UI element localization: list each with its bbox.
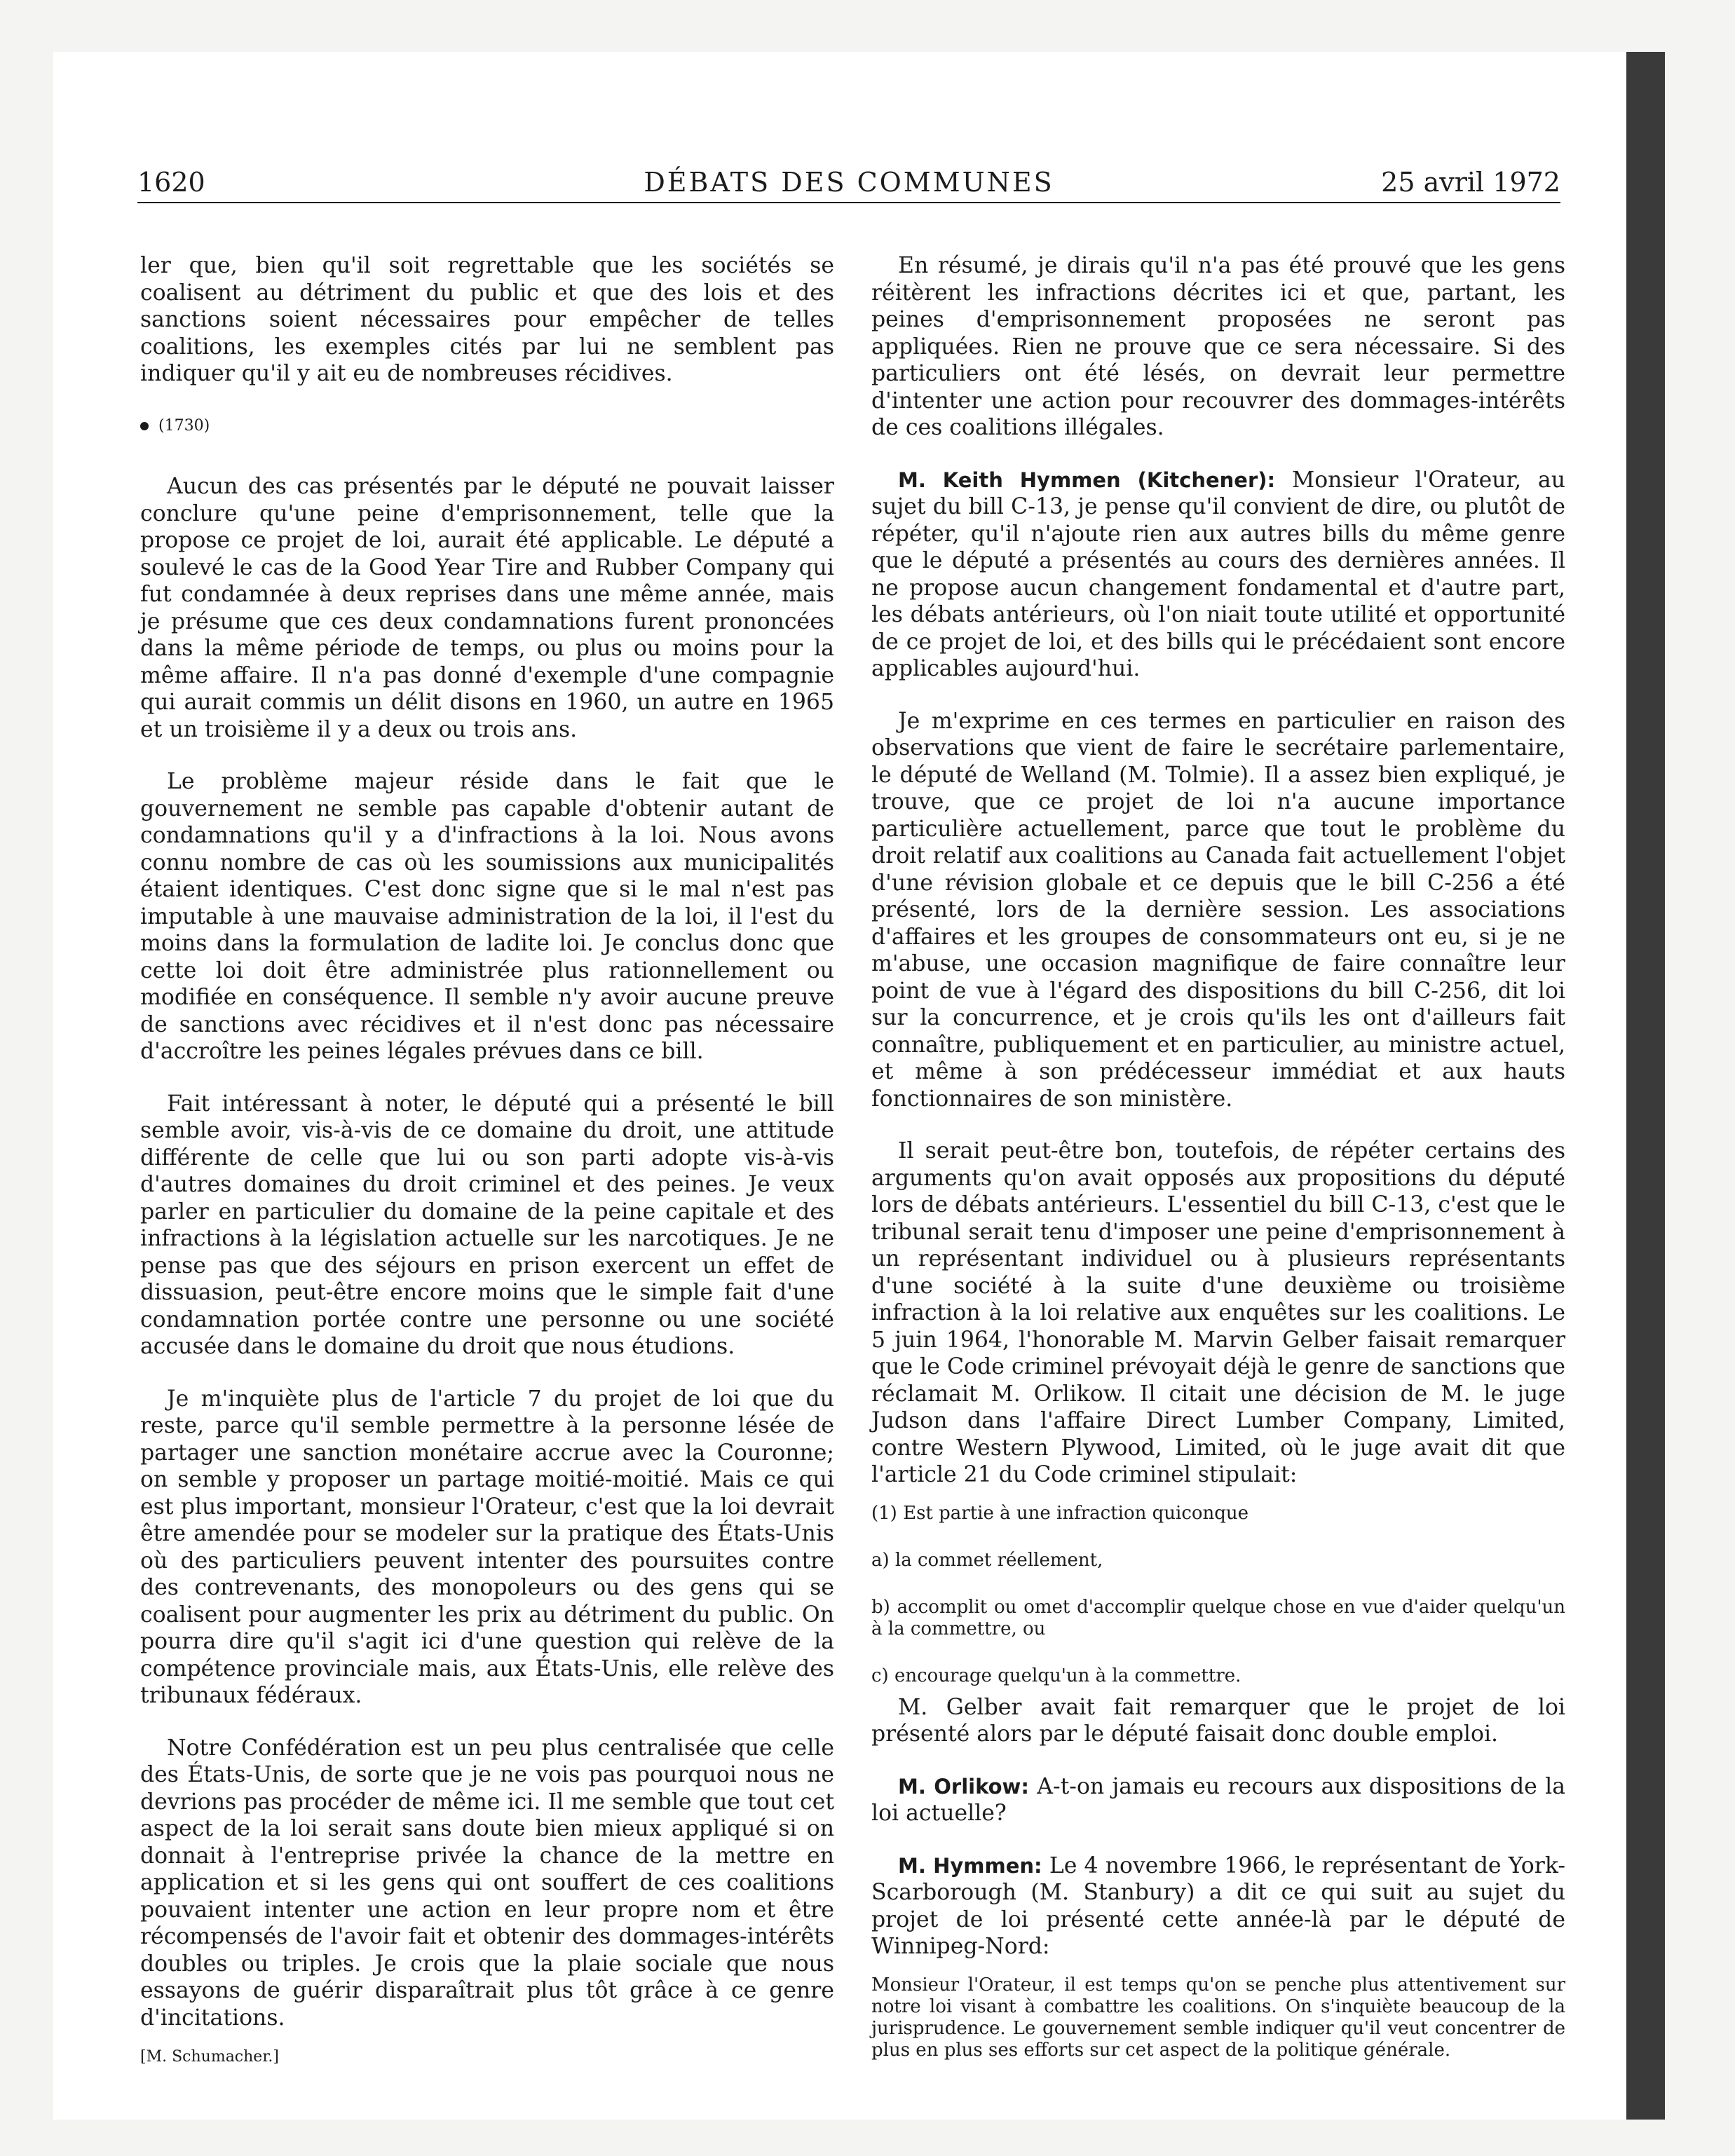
quotation-line: a) la commet réellement, — [871, 1549, 1103, 1571]
time-marker-text: (1730) — [158, 416, 210, 435]
issue-date: 25 avril 1972 — [1381, 167, 1560, 198]
speech-paragraph — [871, 1773, 1565, 1827]
speaker-tag: [M. Schumacher.] — [140, 2048, 279, 2066]
page-header — [137, 161, 1560, 203]
page-number: 1620 — [137, 167, 205, 198]
paragraph: Il serait peut-être bon, toutefois, de répéter certains des arguments qu'on avait opposés aux propositions du député lors de débats antérieurs. L'essentiel du bill C-13, c'est que le tribunal serait tenu d'imposer une peine d'emprisonnement à un représentant individuel ou à plusieurs représentants d'une société à la suite d'une deuxième ou troisième infraction à la loi relative aux enquêtes sur les coalitions. Le 5 juin 1964, l'honorable M. Marvin Gelber faisait remarquer que le Code criminel prévoyait déjà le genre de sanctions que réclamait M. Orlikow. Il citait une décision de M. le juge Judson dans l'affaire Direct Lumber Company, Limited, contre Western Plywood, Limited, où le juge avait dit que l'article 21 du Code criminel stipulait: — [871, 1138, 1565, 1487]
quotation-line: b) accomplit ou omet d'accomplir quelque chose en vue d'aider quelqu'un à la commettre, ou — [871, 1596, 1565, 1639]
paragraph: Je m'inquiète plus de l'article 7 du projet de loi que du reste, parce qu'il semble permettre à la personne lésée de partager une sanction monétaire accrue avec la Couronne; on semble y proposer un partage moitié-moitié. Mais ce qui est plus important, monsieur l'Orateur, c'est que la loi devrait être amendée pour se modeler sur la pratique des États-Unis où des particuliers peuvent intenter des poursuites contre des contrevenants, des monopoleurs ou des gens qui se coalisent pour augmenter les prix au détriment du public. On pourra dire qu'il s'agit ici d'une question qui relève de la compétence provinciale mais, aux États-Unis, elle relève des tribunaux fédéraux. — [140, 1386, 834, 1708]
paragraph: En résumé, je dirais qu'il n'a pas été prouvé que les gens réitèrent les infractions décrites ici et que, partant, les peines d'emprisonnement proposées ne seront pas appliquées. Rien ne prouve que ce sera nécessaire. Si des particuliers ont été lésés, on devrait leur permettre d'intenter une action pour recouvrer des dommages-intérêts de ces coalitions illégales. — [871, 253, 1565, 440]
quotation-line: (1) Est partie à une infraction quiconque — [871, 1502, 1249, 1524]
paragraph: Notre Confédération est un peu plus centralisée que celle des États-Unis, de sorte que je ne vois pas pourquoi nous ne devrions pas procéder de même ici. Il me semble que tout cet aspect de la loi serait sans doute bien mieux appliqué si on donnait à l'entreprise privée la chance de la mettre en application et si les gens qui ont souffert de ces coalitions pouvaient intenter une action en leur propre nom et être récompensés de l'avoir fait et obtenir des dommages-intérêts doubles ou triples. Je crois que la plaie sociale que nous essayons de guérir disparaîtrait plus tôt grâce à ce genre d'incitations. — [140, 1735, 834, 2031]
left-column — [140, 252, 834, 2071]
paragraph: Je m'exprime en ces termes en particulier en raison des observations que vient de faire le secrétaire parlementaire, le député de Welland (M. Tolmie). Il a assez bien expliqué, je trouve, que ce projet de loi n'a aucune importance particulière actuellement, parce que tout le problème du droit relatif aux coalitions au Canada fait actuellement l'objet d'une révision globale et ce depuis que le bill C-256 a été présenté, lors de la dernière session. Les associations d'affaires et les groupes de consommateurs ont eu, si je ne m'abuse, une occasion magnifique de faire connaître leur point de vue à l'égard des dispositions du bill C-256, dit loi sur la concurrence, et je crois qu'ils les ont d'ailleurs fait connaître, publiquement et en particulier, au ministre actuel, et même à son prédécesseur immédiat et aux hauts fonctionnaires de son ministère. — [871, 708, 1565, 1112]
speech-paragraph — [871, 1853, 1565, 1960]
right-column — [871, 252, 1565, 2087]
paragraph: ler que, bien qu'il soit regrettable que les sociétés se coalisent au détriment du public et que des lois et des sanctions soient nécessaires pour empêcher de telles coalitions, les exemples cités par lui ne semblent pas indiquer qu'il y ait eu de nombreuses récidives. — [140, 253, 834, 386]
page-edge-shadow — [1626, 52, 1665, 2120]
speech-text: A-t-on jamais eu recours aux dispositions de la loi actuelle? — [871, 1773, 1565, 1826]
publication-title: DÉBATS DES COMMUNES — [644, 167, 1054, 198]
speech-text: Le 4 novembre 1966, le représentant de York-Scarborough (M. Stanbury) a dit ce qui suit au sujet du projet de loi présenté cette année-là par le député de Winnipeg-Nord: — [871, 1853, 1565, 1959]
paragraph: M. Gelber avait fait remarquer que le projet de loi présenté alors par le député faisait donc double emploi. — [871, 1694, 1565, 1747]
quotation-block: Monsieur l'Orateur, il est temps qu'on se penche plus attentivement sur notre loi visant à combattre les coalitions. On s'inquiète beaucoup de la jurisprudence. Le gouvernement semble indiquer qu'il veut concentrer de plus en plus ses efforts sur cet aspect de la politique générale. — [871, 1974, 1565, 2061]
speaker-name: M. Orlikow: — [898, 1774, 1029, 1799]
paragraph: Le problème majeur réside dans le fait que le gouvernement ne semble pas capable d'obtenir autant de condamnations qu'il y a d'infractions à la loi. Nous avons connu nombre de cas où les soumissions aux municipalités étaient identiques. C'est donc signe que si le mal n'est pas imputable à une mauvaise administration de la loi, il l'est du moins dans la formulation de ladite loi. Je conclus donc que cette loi doit être administrée plus rationnellement ou modifiée en conséquence. Il semble n'y avoir aucune preuve de sanctions avec récidives et il n'est donc pas nécessaire d'accroître les peines légales prévues dans ce bill. — [140, 769, 834, 1064]
paragraph: Fait intéressant à noter, le député qui a présenté le bill semble avoir, vis-à-vis de ce domaine du droit, une attitude différente de celle que lui ou son parti adopte vis-à-vis d'autres domaines du droit criminel et des peines. Je veux parler en particulier du domaine de la peine capitale et des infractions à la législation actuelle sur les narcotiques. Je ne pense pas que des séjours en prison exercent un effet de dissuasion, peut-être encore moins que le simple fait d'une condamnation portée contre une personne ou une société accusée dans le domaine du droit que nous étudions. — [140, 1091, 834, 1359]
time-marker — [140, 413, 834, 440]
paragraph: Aucun des cas présentés par le député ne pouvait laisser conclure qu'une peine d'emprisonnement, telle que la propose ce projet de loi, aurait été applicable. Le député a soulevé le cas de la Good Year Tire and Rubber Company qui fut condamnée à deux reprises dans une même année, mais je présume que ces deux condamnations furent prononcées dans la même période de temps, ou plus ou moins pour la même affaire. Il n'a pas donné d'exemple d'une compagnie qui aurait commis un délit disons en 1960, un autre en 1965 et un troisième il y a deux ou trois ans. — [140, 474, 834, 742]
bullet-icon — [140, 422, 149, 430]
speech-text: Monsieur l'Orateur, au sujet du bill C-13, je pense qu'il convient de dire, ou plutôt de répéter, qu'il n'ajoute rien aux autres bills du même genre que le député a présentés au cours des dernières années. Il ne propose aucun changement fondamental et d'autre part, les débats antérieurs, où l'on niait toute utilité et opportunité de ce projet de loi, et des bills qui le précédaient sont encore applicables aujourd'hui. — [871, 467, 1566, 681]
speech-paragraph — [871, 467, 1565, 683]
quotation-line: c) encourage quelqu'un à la commettre. — [871, 1665, 1241, 1686]
speaker-name: M. Hymmen: — [898, 1853, 1042, 1878]
speaker-name: M. Keith Hymmen (Kitchener): — [898, 468, 1276, 492]
